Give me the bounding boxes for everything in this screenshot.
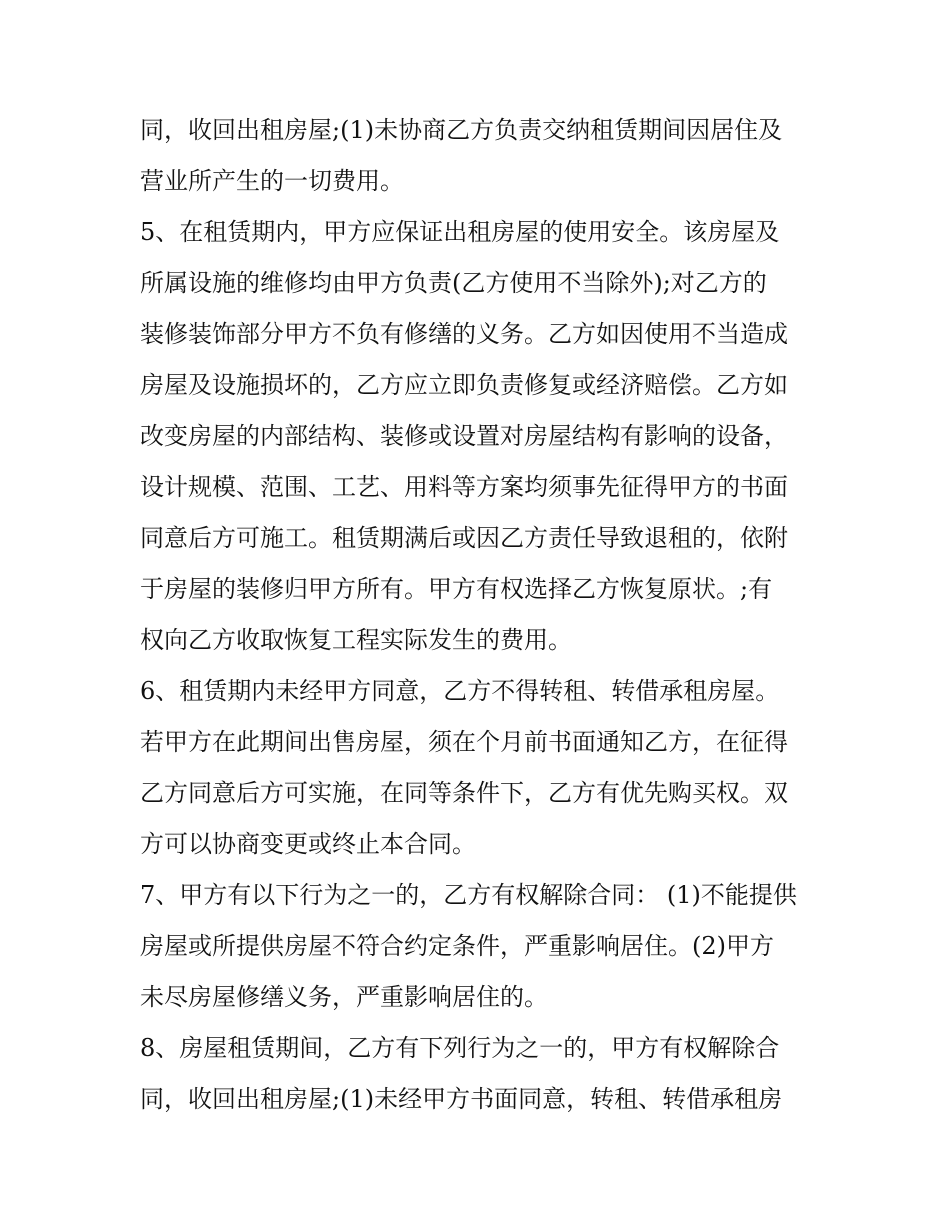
text-line: 同，收回出租房屋;(1)未经甲方书面同意，转租、转借承租房 [140,1085,783,1113]
text-line: 于房屋的装修归甲方所有。甲方有权选择乙方恢复原状。;有 [140,575,773,603]
text-line: 同，收回出租房屋;(1)未协商乙方负责交纳租赁期间因居住及 [140,116,783,144]
text-line: 房屋及设施损坏的，乙方应立即负责修复或经济赔偿。乙方如 [140,371,788,399]
text-line: 未尽房屋修缮义务，严重影响居住的。 [140,983,548,1011]
text-line: 乙方同意后方可实施，在同等条件下，乙方有优先购买权。双 [140,779,788,807]
document-body [140,105,820,1125]
text-line: 6、租赁期内未经甲方同意，乙方不得转租、转借承租房屋。 [140,677,780,705]
text-line: 8、房屋租赁期间，乙方有下列行为之一的，甲方有权解除合 [140,1034,780,1062]
text-line: 7、甲方有以下行为之一的，乙方有权解除合同： (1)不能提供 [140,881,797,909]
text-line: 设计规模、范围、工艺、用料等方案均须事先征得甲方的书面 [140,473,788,501]
text-line: 营业所产生的一切费用。 [140,167,404,195]
text-line: 方可以协商变更或终止本合同。 [140,830,476,858]
text-line: 所属设施的维修均由甲方负责(乙方使用不当除外);对乙方的 [140,269,767,297]
text-line: 同意后方可施工。租赁期满后或因乙方责任导致退租的，依附 [140,524,788,552]
text-line: 若甲方在此期间出售房屋，须在个月前书面通知乙方，在征得 [140,728,788,756]
text-line: 装修装饰部分甲方不负有修缮的义务。乙方如因使用不当造成 [140,320,788,348]
text-line: 改变房屋的内部结构、装修或设置对房屋结构有影响的设备， [140,422,788,450]
text-line: 权向乙方收取恢复工程实际发生的费用。 [140,626,572,654]
text-line: 5、在租赁期内，甲方应保证出租房屋的使用安全。该房屋及 [140,218,780,246]
text-line: 房屋或所提供房屋不符合约定条件，严重影响居住。(2)甲方 [140,932,774,960]
